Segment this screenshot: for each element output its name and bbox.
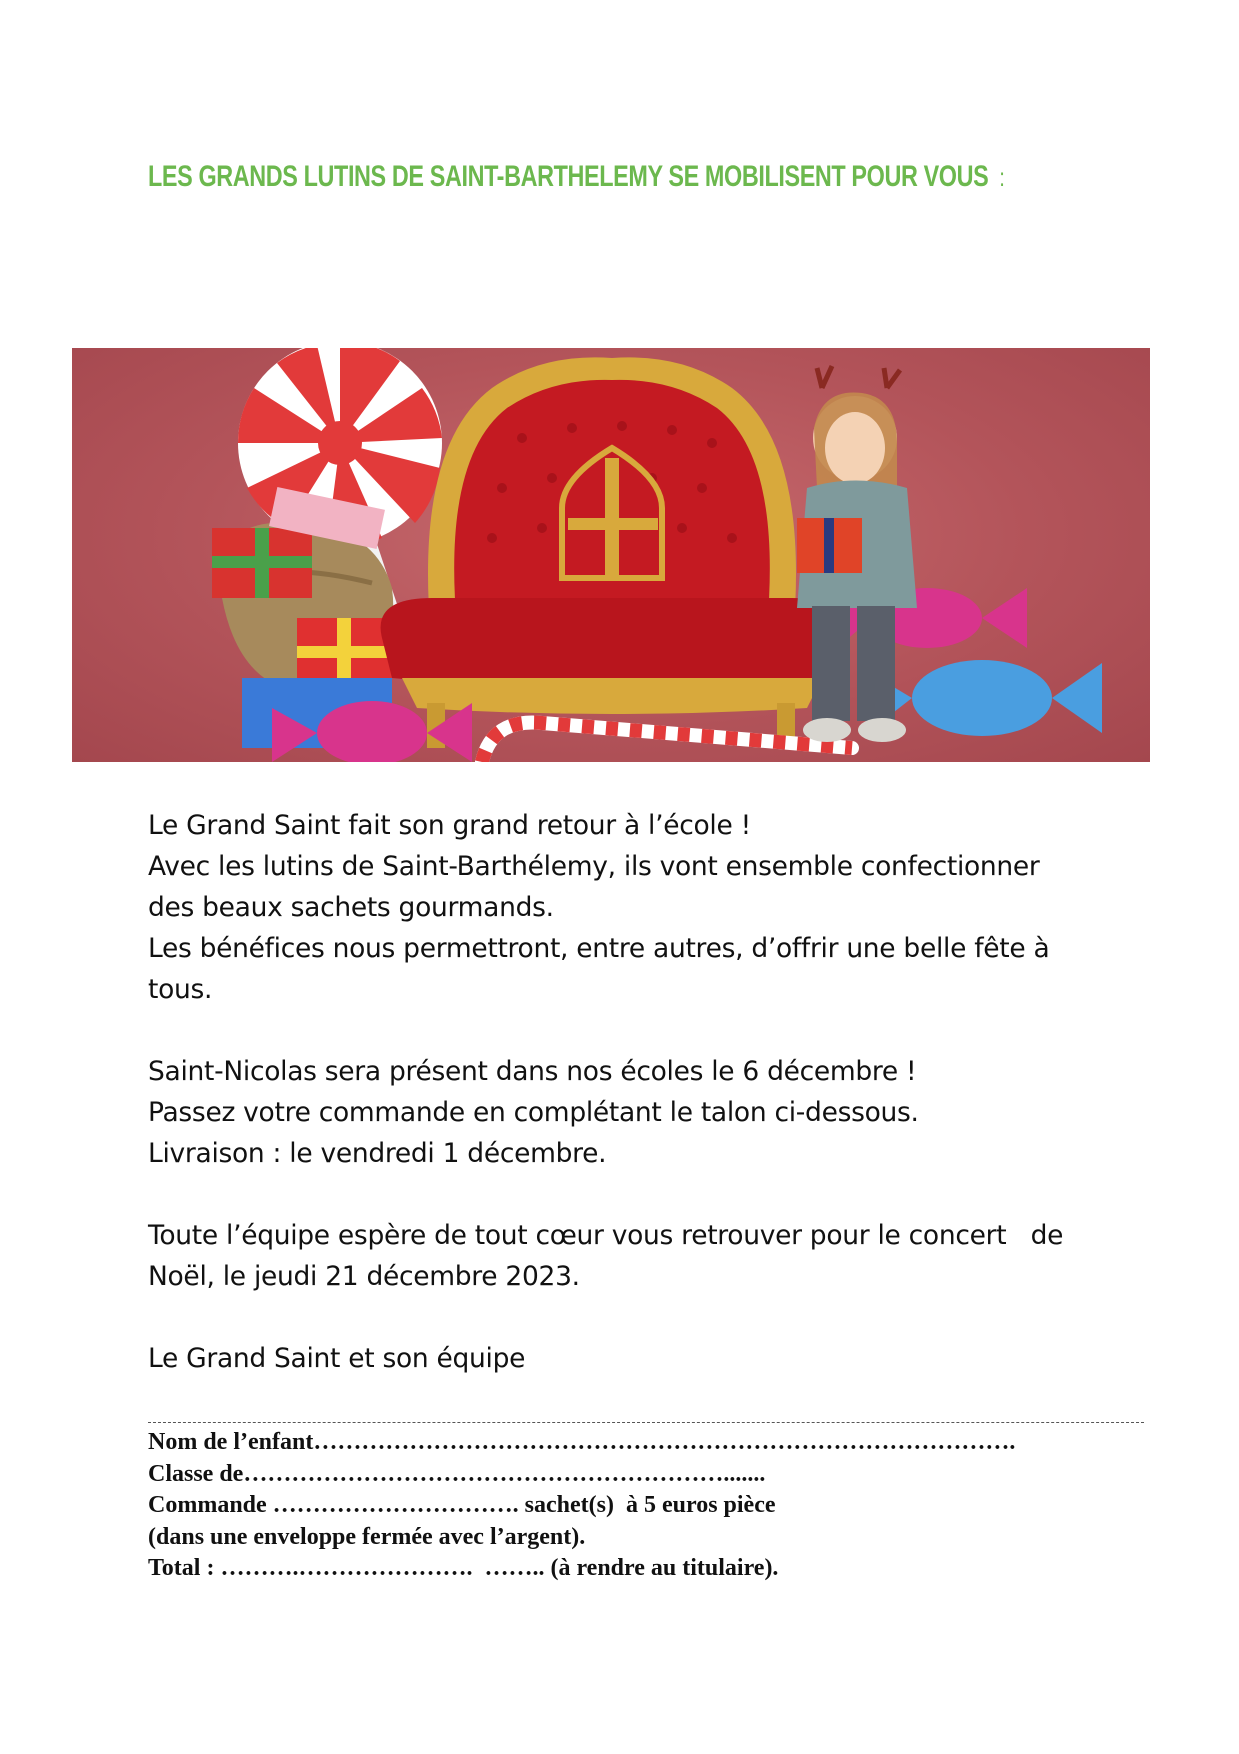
order-form-slip — [148, 1427, 1148, 1585]
body-line: Le Grand Saint fait son grand retour à l’école ! — [148, 810, 751, 841]
class-field[interactable]: Classe de……………………………………………………....... — [148, 1460, 766, 1487]
paragraph-gap — [148, 1297, 1148, 1338]
signature-line: Le Grand Saint et son équipe — [148, 1343, 526, 1374]
candy-cane-icon — [482, 722, 852, 762]
body-line: Saint-Nicolas sera présent dans nos écoles le 6 décembre ! — [148, 1056, 917, 1087]
headline-colon: : — [999, 162, 1005, 192]
body-line: Livraison : le vendredi 1 décembre. — [148, 1138, 607, 1169]
headline-text: LES GRANDS LUTINS DE SAINT-BARTHELEMY SE MOBILISENT POUR VOUS — [148, 160, 989, 193]
body-line: Passez votre commande en complétant le talon ci-dessous. — [148, 1097, 919, 1128]
child-name-field[interactable]: Nom de l’enfant……………………………………………………………………………. — [148, 1429, 1016, 1455]
order-quantity-field[interactable]: Commande …………………………. sachet(s) à 5 euros pièce — [148, 1492, 776, 1518]
cut-here-divider — [148, 1422, 1144, 1423]
christmas-banner-image — [72, 348, 1150, 762]
body-line: Toute l’équipe espère de tout cœur vous retrouver pour le concert de — [148, 1220, 1064, 1251]
total-field[interactable]: Total : ……….…………………. …….. (à rendre au titulaire). — [148, 1555, 779, 1581]
body-line: Noël, le jeudi 21 décembre 2023. — [148, 1261, 580, 1292]
body-line: Les bénéfices nous permettront, entre autres, d’offrir une belle fête à — [148, 933, 1050, 964]
envelope-note: (dans une enveloppe fermée avec l’argent). — [148, 1523, 586, 1550]
body-line: Avec les lutins de Saint-Barthélemy, ils vont ensemble confectionner — [148, 851, 1040, 882]
body-line: tous. — [148, 974, 213, 1005]
page-headline — [148, 160, 1005, 194]
child-figure — [797, 366, 917, 742]
body-line: des beaux sachets gourmands. — [148, 892, 554, 923]
paragraph-gap — [148, 1174, 1148, 1215]
letter-body — [148, 805, 1148, 1379]
paragraph-gap — [148, 1010, 1148, 1051]
